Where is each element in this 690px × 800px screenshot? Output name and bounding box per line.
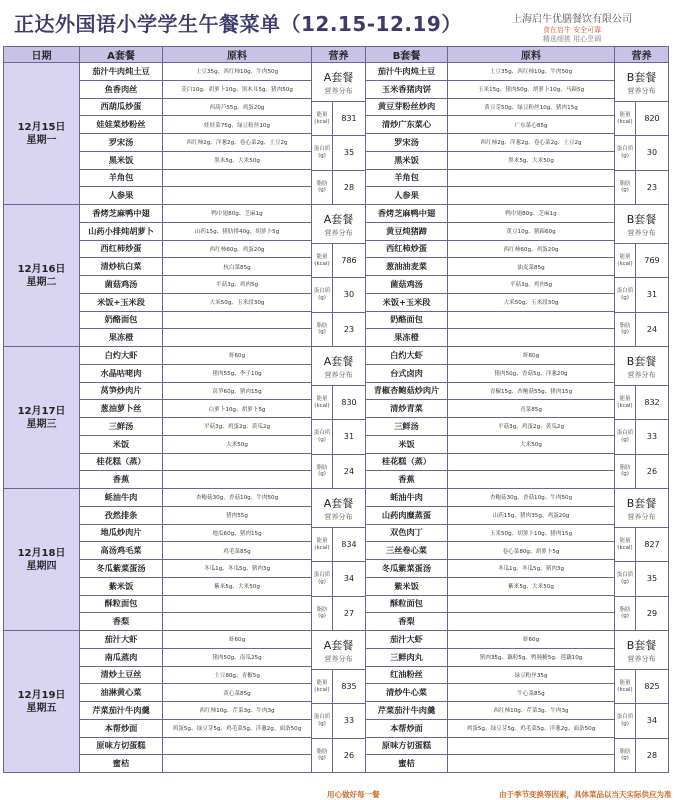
protein-value: 31	[646, 290, 658, 300]
set-b-ingredients: 土豆35g、西红柿10g、牛肉50g	[448, 63, 615, 81]
set-b-dish: 本帮炒面	[366, 719, 448, 737]
nutrition-subtitle: 营养分布	[324, 654, 353, 663]
date-label: 12月16日	[17, 263, 66, 275]
energy-label: 能量 (kcal)	[312, 528, 333, 561]
energy-value: 832	[644, 398, 660, 408]
protein-label: 蛋白质 (g)	[615, 278, 636, 311]
fat-label: 脂肪 (g)	[615, 171, 636, 204]
set-b-ingredients: 牛心菜85g	[448, 684, 615, 702]
fat-value: 28	[646, 750, 658, 760]
set-a-dish: 山药小排炖胡萝卜	[80, 222, 163, 240]
set-a-ingredients: 猪肉55g、李子10g	[163, 364, 312, 382]
set-a-dish: 蚝油牛肉	[80, 489, 163, 507]
fat-label: 脂肪 (g)	[312, 171, 333, 204]
set-b-ingredients	[448, 613, 615, 631]
menu-row	[4, 489, 669, 507]
set-b-dish: 黄豆炖猪蹄	[366, 222, 448, 240]
set-a-ingredients	[163, 329, 312, 347]
fat-value: 24	[343, 466, 355, 476]
set-b-ingredients: 大米50g	[448, 435, 615, 453]
set-a-dish: 米饭	[80, 435, 163, 453]
set-b-ingredients	[448, 169, 615, 187]
fat-value: 26	[343, 750, 355, 760]
set-a-ingredients: 冬瓜1g、冬瓜5g、猪肉3g	[163, 560, 312, 578]
nutrition-box	[312, 63, 366, 205]
set-b-ingredients: 猪肉35g、藕粒5g、鸭肫糖5g、莲藕10g	[448, 648, 615, 666]
protein-value: 31	[343, 432, 355, 442]
set-a-dish: 菌菇鸡汤	[80, 276, 163, 294]
energy-label: 能量 (kcal)	[615, 670, 636, 703]
fat-value: 29	[646, 608, 658, 618]
nutrition-subtitle: 营养分布	[324, 370, 353, 379]
set-a-dish: 三鲜汤	[80, 418, 163, 436]
nutrition-box	[615, 631, 669, 773]
nutrition-subtitle: 营养分布	[627, 512, 656, 521]
set-a-dish: 桂花糕（蒸）	[80, 453, 163, 471]
set-a-ingredients	[163, 755, 312, 773]
set-a-ingredients: 土豆80g、青椒5g	[163, 666, 312, 684]
energy-label: 能量 (kcal)	[312, 670, 333, 703]
set-a-ingredients: 杭白菜85g	[163, 258, 312, 276]
menu-table	[3, 46, 669, 773]
protein-label: 蛋白质 (g)	[615, 704, 636, 737]
energy-label: 能量 (kcal)	[312, 102, 333, 135]
energy-value: 820	[644, 114, 660, 124]
menu-row	[4, 347, 669, 365]
fat-value: 24	[646, 324, 658, 334]
set-a-ingredients: 西红柿2g、洋葱2g、卷心菜2g、土豆2g	[163, 134, 312, 152]
set-b-dish: 山药肉糜蒸蛋	[366, 506, 448, 524]
nutrition-subtitle: 营养分布	[627, 228, 656, 237]
set-a-dish: 香烤芝麻鸭中翅	[80, 205, 163, 223]
set-b-dish: 羊角包	[366, 169, 448, 187]
set-b-ingredients: 杏鲍菇30g、香菇10g、牛肉50g	[448, 489, 615, 507]
date-cell	[4, 63, 80, 205]
set-a-dish: 孜然排条	[80, 506, 163, 524]
energy-label: 能量 (kcal)	[615, 386, 636, 419]
energy-value: 831	[341, 114, 357, 124]
set-b-ingredients	[448, 311, 615, 329]
set-a-dish: 高汤鸡毛菜	[80, 542, 163, 560]
menu-row	[4, 63, 669, 81]
set-b-ingredients: 猪肉50g、香菇5g、洋葱20g	[448, 364, 615, 382]
footer-note: 由于季节变换等因素，具体菜品以当天实际供应为准	[499, 790, 672, 799]
nutrition-set-name: A套餐	[323, 354, 354, 368]
set-b-dish: 香烤芝麻鸭中翅	[366, 205, 448, 223]
set-b-ingredients: 青菜85g	[448, 400, 615, 418]
weekday-label: 星期二	[26, 276, 57, 288]
set-a-ingredients: 鸡蛋5g、绿豆芽5g、鸡毛菜5g、洋葱2g、面条50g	[163, 719, 312, 737]
nutrition-subtitle: 营养分布	[627, 654, 656, 663]
protein-value: 34	[646, 716, 658, 726]
energy-value: 835	[341, 682, 357, 692]
energy-label: 能量 (kcal)	[615, 528, 636, 561]
set-b-ingredients: 虾60g	[448, 347, 615, 365]
fat-label: 脂肪 (g)	[312, 313, 333, 346]
fat-value: 28	[343, 182, 355, 192]
nutrition-box	[615, 347, 669, 489]
date-label: 12月19日	[17, 689, 66, 701]
set-a-ingredients	[163, 737, 312, 755]
protein-value: 35	[343, 148, 355, 158]
set-b-dish: 人参果	[366, 187, 448, 205]
set-a-ingredients: 白萝卜10g、胡萝卜5g	[163, 400, 312, 418]
company-slogan: 食在启牛 安全可靠	[542, 26, 602, 34]
nutrition-box	[312, 205, 366, 347]
fat-value: 26	[646, 466, 658, 476]
set-b-dish: 香蕉	[366, 471, 448, 489]
set-b-dish: 菌菇鸡汤	[366, 276, 448, 294]
set-b-ingredients: 虾60g	[448, 631, 615, 649]
set-a-dish: 罗宋汤	[80, 134, 163, 152]
set-b-dish: 米饭	[366, 435, 448, 453]
set-a-ingredients: 西红柿60g、鸡蛋20g	[163, 240, 312, 258]
set-a-dish: 清炒土豆丝	[80, 666, 163, 684]
set-a-ingredients: 娃娃菜75g、绿豆粉丝10g	[163, 116, 312, 134]
set-a-ingredients: 山药15g、猪肋排40g、胡萝卜5g	[163, 222, 312, 240]
date-cell	[4, 347, 80, 489]
nutrition-subtitle: 营养分布	[324, 86, 353, 95]
set-b-dish: 蜜桔	[366, 755, 448, 773]
set-b-ingredients: 玉米15g、猪肉50g、胡萝卜10g、马蹄5g	[448, 80, 615, 98]
menu-row	[4, 205, 669, 223]
set-b-dish: 西红柿炒蛋	[366, 240, 448, 258]
set-a-ingredients: 西红柿10g、芹菜3g、牛肉3g	[163, 702, 312, 720]
nutrition-set-name: A套餐	[323, 496, 354, 510]
protein-label: 蛋白质 (g)	[312, 136, 333, 169]
header-set-b: B套餐	[366, 47, 448, 63]
set-b-ingredients	[448, 453, 615, 471]
fat-label: 脂肪 (g)	[615, 739, 636, 772]
fat-value: 23	[646, 182, 658, 192]
nutrition-box	[312, 347, 366, 489]
weekday-label: 星期五	[26, 702, 57, 714]
header-ingredients-a: 原料	[163, 47, 312, 63]
nutrition-set-name: B套餐	[626, 212, 657, 226]
set-b-dish: 酥粒面包	[366, 595, 448, 613]
date-cell	[4, 489, 80, 631]
protein-label: 蛋白质 (g)	[615, 420, 636, 453]
set-a-dish: 南瓜蒸肉	[80, 648, 163, 666]
nutrition-set-name: A套餐	[323, 70, 354, 84]
set-b-ingredients: 西红柿2g、洋葱2g、卷心菜2g、土豆2g	[448, 134, 615, 152]
set-b-dish: 双色肉丁	[366, 524, 448, 542]
nutrition-set-name: B套餐	[626, 70, 657, 84]
set-a-dish: 紫米饭	[80, 577, 163, 595]
set-a-ingredients	[163, 187, 312, 205]
set-b-ingredients	[448, 755, 615, 773]
set-b-ingredients: 鸡蛋5g、绿豆芽5g、鸡毛菜5g、洋葱2g、面条50g	[448, 719, 615, 737]
set-a-ingredients: 黑米5g、大米50g	[163, 151, 312, 169]
set-a-dish: 娃娃菜炒粉丝	[80, 116, 163, 134]
set-a-dish: 香蕉	[80, 471, 163, 489]
nutrition-set-name: A套餐	[323, 212, 354, 226]
set-b-dish: 清炒广东菜心	[366, 116, 448, 134]
set-b-dish: 芹菜茄汁牛肉羹	[366, 702, 448, 720]
fat-label: 脂肪 (g)	[312, 455, 333, 488]
protein-value: 30	[343, 290, 355, 300]
set-a-ingredients: 茭白10g、胡萝卜10g、黑木耳5g、猪肉50g	[163, 80, 312, 98]
set-a-ingredients: 地瓜60g、猪肉15g	[163, 524, 312, 542]
set-b-ingredients: 广东菜心85g	[448, 116, 615, 134]
fat-label: 脂肪 (g)	[615, 313, 636, 346]
set-a-ingredients: 杏鲍菇30g、香菇10g、牛肉50g	[163, 489, 312, 507]
energy-label: 能量 (kcal)	[312, 244, 333, 277]
set-b-ingredients: 平菇3g、鸡蛋2g、黄瓜2g	[448, 418, 615, 436]
set-b-ingredients: 青椒15g、杏鲍菇55g、猪肉15g	[448, 382, 615, 400]
set-b-ingredients: 平菇3g、鸡肉5g	[448, 276, 615, 294]
set-a-ingredients: 鸭中翅80g、芝麻1g	[163, 205, 312, 223]
date-label: 12月15日	[17, 121, 66, 133]
nutrition-set-name: B套餐	[626, 638, 657, 652]
set-a-ingredients: 大米50g	[163, 435, 312, 453]
set-b-dish: 清炒青菜	[366, 400, 448, 418]
set-a-dish: 莴笋炒肉片	[80, 382, 163, 400]
set-a-dish: 西红柿炒蛋	[80, 240, 163, 258]
set-a-dish: 冬瓜紫菜蛋汤	[80, 560, 163, 578]
weekday-label: 星期三	[26, 418, 57, 430]
set-a-dish: 水晶咕咾肉	[80, 364, 163, 382]
nutrition-box	[615, 489, 669, 631]
set-b-ingredients: 西红柿10g、芹菜3g、牛肉3g	[448, 702, 615, 720]
set-b-ingredients: 玉米50g、胡萝卜10g、猪肉15g	[448, 524, 615, 542]
protein-value: 33	[343, 716, 355, 726]
set-b-dish: 白灼大虾	[366, 347, 448, 365]
weekday-label: 星期一	[26, 134, 57, 146]
date-cell	[4, 631, 80, 773]
set-b-dish: 黄豆芽粉丝炒肉	[366, 98, 448, 116]
set-b-ingredients: 黄豆10g、猪蹄60g	[448, 222, 615, 240]
header-ingredients-b: 原料	[448, 47, 615, 63]
set-b-dish: 冬瓜紫菜蛋汤	[366, 560, 448, 578]
nutrition-set-name: B套餐	[626, 354, 657, 368]
set-b-ingredients	[448, 737, 615, 755]
set-a-ingredients: 虾60g	[163, 347, 312, 365]
company-name: 上海启牛优膳餐饮有限公司	[512, 14, 632, 25]
header-nutrition-a: 营养	[312, 47, 366, 63]
nutrition-box	[312, 489, 366, 631]
nutrition-subtitle: 营养分布	[627, 370, 656, 379]
set-a-ingredients: 土豆35g、西红柿10g、牛肉50g	[163, 63, 312, 81]
protein-value: 30	[646, 148, 658, 158]
set-a-ingredients	[163, 613, 312, 631]
set-b-ingredients	[448, 329, 615, 347]
set-b-dish: 三鲜汤	[366, 418, 448, 436]
set-b-dish: 清炒牛心菜	[366, 684, 448, 702]
set-b-dish: 三丝卷心菜	[366, 542, 448, 560]
set-b-ingredients: 紫米5g、大米50g	[448, 577, 615, 595]
set-b-dish: 三鲜肉丸	[366, 648, 448, 666]
set-a-ingredients: 虾60g	[163, 631, 312, 649]
set-b-ingredients	[448, 187, 615, 205]
set-b-dish: 奶酪面包	[366, 311, 448, 329]
set-b-dish: 罗宋汤	[366, 134, 448, 152]
set-b-ingredients: 西红柿60g、鸡蛋20g	[448, 240, 615, 258]
energy-label: 能量 (kcal)	[615, 102, 636, 135]
nutrition-box	[312, 631, 366, 773]
set-a-dish: 白灼大虾	[80, 347, 163, 365]
set-b-ingredients: 大米50g、玉米段30g	[448, 293, 615, 311]
set-b-ingredients: 黑米5g、大米50g	[448, 151, 615, 169]
nutrition-subtitle: 营养分布	[627, 86, 656, 95]
protein-label: 蛋白质 (g)	[312, 420, 333, 453]
fat-label: 脂肪 (g)	[615, 597, 636, 630]
set-b-dish: 青椒杏鲍菇炒肉片	[366, 382, 448, 400]
fat-label: 脂肪 (g)	[312, 739, 333, 772]
set-a-dish: 果冻橙	[80, 329, 163, 347]
set-a-ingredients: 猪肉55g	[163, 506, 312, 524]
set-a-dish: 香梨	[80, 613, 163, 631]
protein-value: 34	[343, 574, 355, 584]
set-b-ingredients: 黄豆芽50g、绿豆粉丝10g、猪肉15g	[448, 98, 615, 116]
set-a-ingredients: 猪肉50g、南瓜25g	[163, 648, 312, 666]
set-b-dish: 葱油油麦菜	[366, 258, 448, 276]
footer-slogan: 用心做好每一餐	[327, 790, 380, 799]
set-b-dish: 玉米香猪肉饼	[366, 80, 448, 98]
energy-value: 834	[341, 540, 357, 550]
set-a-ingredients	[163, 169, 312, 187]
header-set-a: A套餐	[80, 47, 163, 63]
set-b-dish: 红油粉丝	[366, 666, 448, 684]
protein-label: 蛋白质 (g)	[615, 136, 636, 169]
set-a-dish: 地瓜炒肉片	[80, 524, 163, 542]
set-b-dish: 桂花糕（蒸）	[366, 453, 448, 471]
set-b-dish: 蚝油牛肉	[366, 489, 448, 507]
fat-value: 23	[343, 324, 355, 334]
set-b-dish: 台式卤肉	[366, 364, 448, 382]
set-b-ingredients: 鸭中翅80g、芝麻1g	[448, 205, 615, 223]
set-b-dish: 茄汁大虾	[366, 631, 448, 649]
protein-value: 35	[646, 574, 658, 584]
set-a-ingredients: 莴笋60g、猪肉15g	[163, 382, 312, 400]
set-a-ingredients	[163, 471, 312, 489]
energy-label: 能量 (kcal)	[615, 244, 636, 277]
nutrition-subtitle: 营养分布	[324, 228, 353, 237]
nutrition-subtitle: 营养分布	[324, 512, 353, 521]
page-title: 正达外国语小学学生午餐菜单（12.15-12.19）	[14, 12, 462, 36]
menu-header-row	[4, 47, 669, 63]
fat-label: 脂肪 (g)	[312, 597, 333, 630]
set-a-dish: 米饭+玉米段	[80, 293, 163, 311]
set-a-dish: 奶酪面包	[80, 311, 163, 329]
set-a-dish: 羊角包	[80, 169, 163, 187]
set-a-ingredients: 紫米5g、大米50g	[163, 577, 312, 595]
set-a-dish: 酥粒面包	[80, 595, 163, 613]
nutrition-box	[615, 63, 669, 205]
set-b-dish: 原味方切蛋糕	[366, 737, 448, 755]
set-a-ingredients: 鸡毛菜85g	[163, 542, 312, 560]
set-b-dish: 紫米饭	[366, 577, 448, 595]
set-a-dish: 葱油萝卜丝	[80, 400, 163, 418]
energy-value: 825	[644, 682, 660, 692]
set-a-dish: 油淋黄心菜	[80, 684, 163, 702]
set-a-dish: 蜜桔	[80, 755, 163, 773]
set-a-ingredients: 黄心菜85g	[163, 684, 312, 702]
set-a-ingredients	[163, 595, 312, 613]
date-label: 12月17日	[17, 405, 66, 417]
energy-label: 能量 (kcal)	[312, 386, 333, 419]
set-a-dish: 鱼香肉丝	[80, 80, 163, 98]
set-a-dish: 清炒杭白菜	[80, 258, 163, 276]
set-a-ingredients: 西葫芦55g、鸡蛋20g	[163, 98, 312, 116]
set-a-ingredients: 大米50g、玉米段30g	[163, 293, 312, 311]
fat-value: 27	[343, 608, 355, 618]
set-b-dish: 果冻橙	[366, 329, 448, 347]
energy-value: 827	[644, 540, 660, 550]
set-a-dish: 原味方切蛋糕	[80, 737, 163, 755]
set-b-ingredients: 绿豆粉丝35g	[448, 666, 615, 684]
nutrition-set-name: B套餐	[626, 496, 657, 510]
set-a-dish: 黑米饭	[80, 151, 163, 169]
set-a-ingredients	[163, 311, 312, 329]
protein-label: 蛋白质 (g)	[312, 278, 333, 311]
set-b-dish: 茄汁牛肉炖土豆	[366, 63, 448, 81]
header-nutrition-b: 营养	[615, 47, 669, 63]
energy-value: 769	[644, 256, 660, 266]
set-a-ingredients: 平菇3g、鸡肉5g	[163, 276, 312, 294]
set-b-ingredients	[448, 595, 615, 613]
set-a-dish: 人参果	[80, 187, 163, 205]
protein-label: 蛋白质 (g)	[615, 562, 636, 595]
set-a-dish: 西葫瓜炒蛋	[80, 98, 163, 116]
set-b-ingredients	[448, 471, 615, 489]
nutrition-box	[615, 205, 669, 347]
energy-value: 786	[341, 256, 357, 266]
set-a-ingredients: 平菇3g、鸡蛋2g、黄瓜2g	[163, 418, 312, 436]
set-a-ingredients	[163, 453, 312, 471]
set-b-ingredients: 冬瓜1g、冬瓜5g、猪肉3g	[448, 560, 615, 578]
set-a-dish: 茄汁牛肉炖土豆	[80, 63, 163, 81]
weekday-label: 星期四	[26, 560, 57, 572]
energy-value: 830	[341, 398, 357, 408]
set-a-dish: 茄汁大虾	[80, 631, 163, 649]
set-a-dish: 芹菜茄汁牛肉羹	[80, 702, 163, 720]
header-date: 日期	[4, 47, 80, 63]
set-b-dish: 米饭+玉米段	[366, 293, 448, 311]
set-b-ingredients: 山药15g、猪肉35g、鸡蛋20g	[448, 506, 615, 524]
fat-label: 脂肪 (g)	[615, 455, 636, 488]
protein-value: 33	[646, 432, 658, 442]
date-label: 12月18日	[17, 547, 66, 559]
protein-label: 蛋白质 (g)	[312, 562, 333, 595]
protein-label: 蛋白质 (g)	[312, 704, 333, 737]
set-b-dish: 香梨	[366, 613, 448, 631]
menu-row	[4, 631, 669, 649]
company-motto: 精选细挑 用心烹调	[542, 35, 602, 43]
set-b-dish: 黑米饭	[366, 151, 448, 169]
nutrition-set-name: A套餐	[323, 638, 354, 652]
set-a-dish: 本帮炒面	[80, 719, 163, 737]
set-b-ingredients: 卷心菜80g、胡萝卜5g	[448, 542, 615, 560]
date-cell	[4, 205, 80, 347]
set-b-ingredients: 油麦菜85g	[448, 258, 615, 276]
